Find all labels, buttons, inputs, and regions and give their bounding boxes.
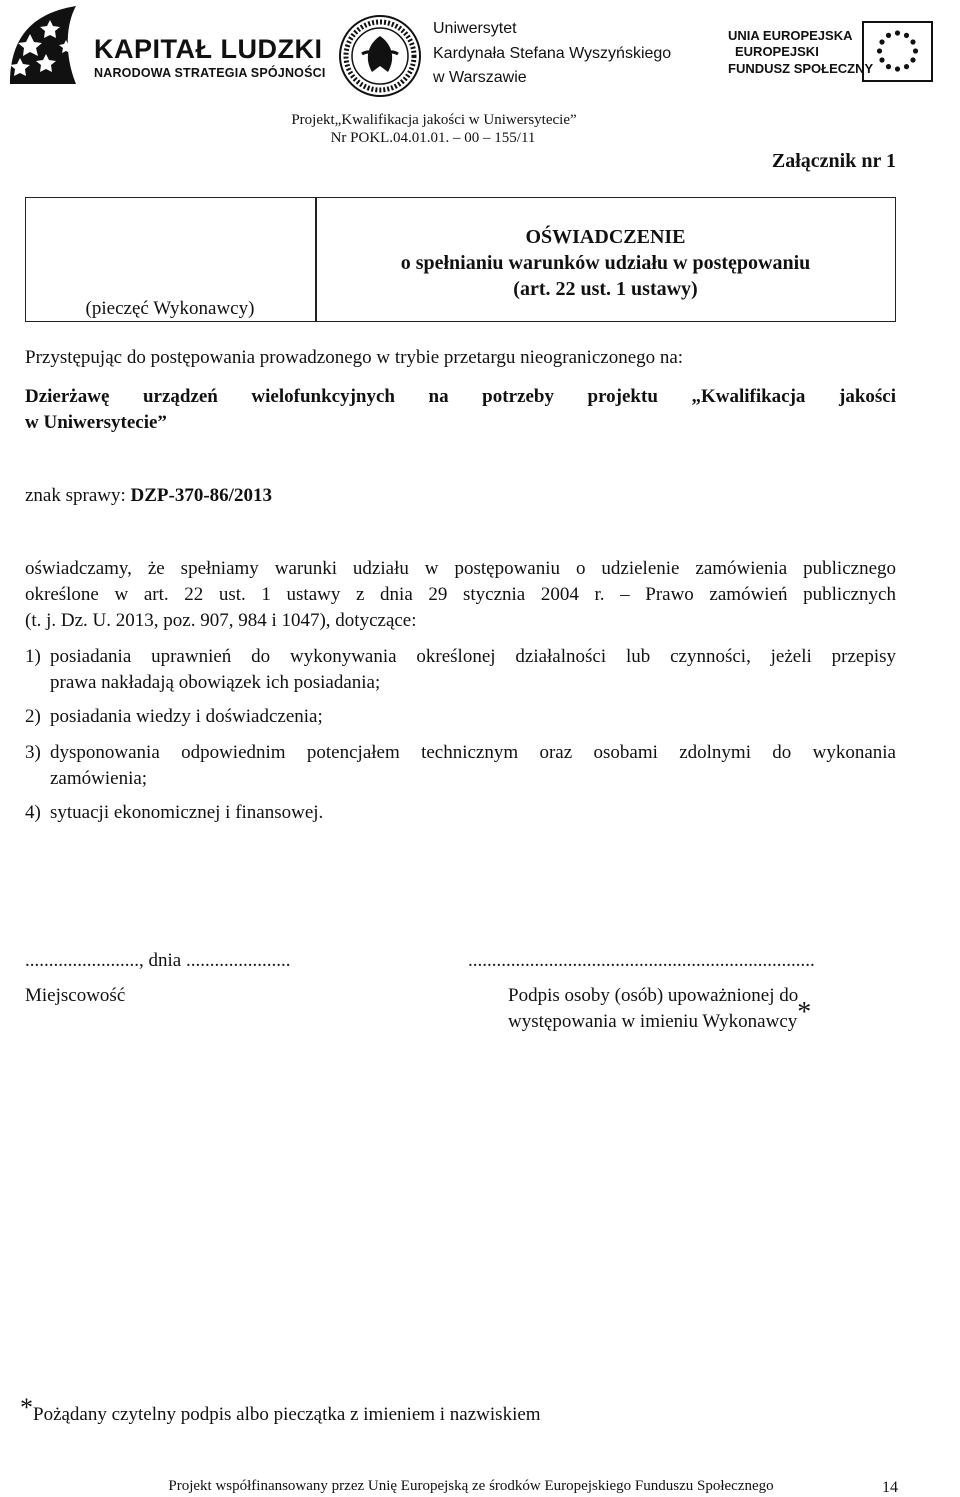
funding-footer: Projekt współfinansowany przez Unię Europejską ze środków Europejskiego Funduszu Społecznego (168, 1478, 774, 1494)
footnote-text: Pożądany czytelny podpis albo pieczątka z imieniem i nazwiskiem (33, 1404, 541, 1425)
signer-label-text: występowania w imieniu Wykonawcy (508, 1011, 798, 1032)
university-name-line2: Kardynała Stefana Wyszyńskiego (433, 45, 672, 62)
project-title: Projekt„Kwalifikacja jakości w Uniwersytecie” (291, 112, 577, 128)
attachment-label: Załącznik nr 1 (771, 150, 896, 172)
declaration-line1: oświadczamy, że spełniamy warunki udziału w postępowaniu o udzielenie zamówienia publicznego (25, 558, 896, 579)
list-item-line2: zamówienia; (50, 768, 148, 789)
list-item (25, 644, 896, 696)
subject-line1: Dzierżawę urządzeń wielofunkcyjnych na potrzeby projektu „Kwalifikacja jakości (25, 386, 896, 407)
kapital-ludzki-subtitle: NARODOWA STRATEGIA SPÓJNOŚCI (94, 66, 326, 80)
declaration-line3: (t. j. Dz. U. 2013, poz. 907, 984 i 1047), dotyczące: (25, 610, 417, 631)
declaration-title-line3: (art. 22 ust. 1 ustawy) (513, 278, 698, 300)
list-item (25, 704, 896, 730)
case-reference (25, 483, 896, 509)
declaration-title-line1: OŚWIADCZENIE (525, 226, 686, 248)
case-number: DZP-370-86/2013 (130, 485, 272, 506)
university-name-line3: w Warszawie (433, 69, 527, 86)
signer-label-line1: Podpis osoby (osób) upoważnionej do (508, 985, 799, 1006)
footnote (20, 1393, 541, 1426)
university-seal-icon (338, 14, 422, 98)
eu-label-line2: EUROPEJSKI (735, 44, 819, 59)
asterisk-mark: * (797, 997, 812, 1028)
kapital-ludzki-title: KAPITAŁ LUDZKI (94, 34, 323, 64)
list-item-line2: prawa nakładają obowiązek ich posiadania; (50, 672, 381, 693)
subject-line2: w Uniwersytecie” (25, 412, 167, 433)
eu-label-line3: FUNDUSZ SPOŁECZNY (728, 61, 874, 76)
list-item-number: 4) (25, 802, 41, 823)
list-item-line1: posiadania uprawnień do wykonywania określonej działalności lub czynności, jeżeli przepisy (50, 646, 896, 667)
list-item-number: 1) (25, 646, 41, 667)
place-date-field: ........................, dnia ...................... (25, 950, 291, 971)
eu-label-line1: UNIA EUROPEJSKA (728, 28, 853, 43)
list-item (25, 800, 896, 826)
university-name-line1: Uniwersytet (433, 20, 517, 37)
kapital-ludzki-logo (6, 4, 326, 86)
place-label: Miejscowość (25, 985, 126, 1006)
case-label: znak sprawy: (25, 485, 131, 506)
list-item-number: 2) (25, 706, 41, 727)
list-item-line1: sytuacji ekonomicznej i finansowej. (50, 802, 324, 823)
intro-text: Przystępując do postępowania prowadzonego w trybie przetargu nieograniczonego na: (25, 347, 684, 368)
seal-label: (pieczęć Wykonawcy) (85, 298, 255, 319)
list-item-line1: posiadania wiedzy i doświadczenia; (50, 706, 323, 727)
kapital-ludzki-mark-icon (6, 4, 90, 86)
page-number: 14 (882, 1479, 898, 1496)
eu-flag-icon (862, 21, 933, 82)
footnote-asterisk: * (20, 1393, 33, 1422)
declaration-line2: określone w art. 22 ust. 1 ustawy z dnia 29 stycznia 2004 r. – Prawo zamówień publicznych (25, 584, 896, 605)
list-item-line1: dysponowania odpowiednim potencjałem technicznym oraz osobami zdolnymi do wykonania (50, 742, 896, 763)
list-item (25, 740, 896, 792)
project-number: Nr POKL.04.01.01. – 00 – 155/11 (330, 130, 536, 146)
list-item-number: 3) (25, 742, 41, 763)
signature-field: ......................................................................... (468, 950, 815, 971)
signer-label-line2 (508, 997, 812, 1033)
declaration-title (316, 224, 895, 302)
declaration-title-line2: o spełnianiu warunków udziału w postępowaniu (400, 252, 811, 274)
